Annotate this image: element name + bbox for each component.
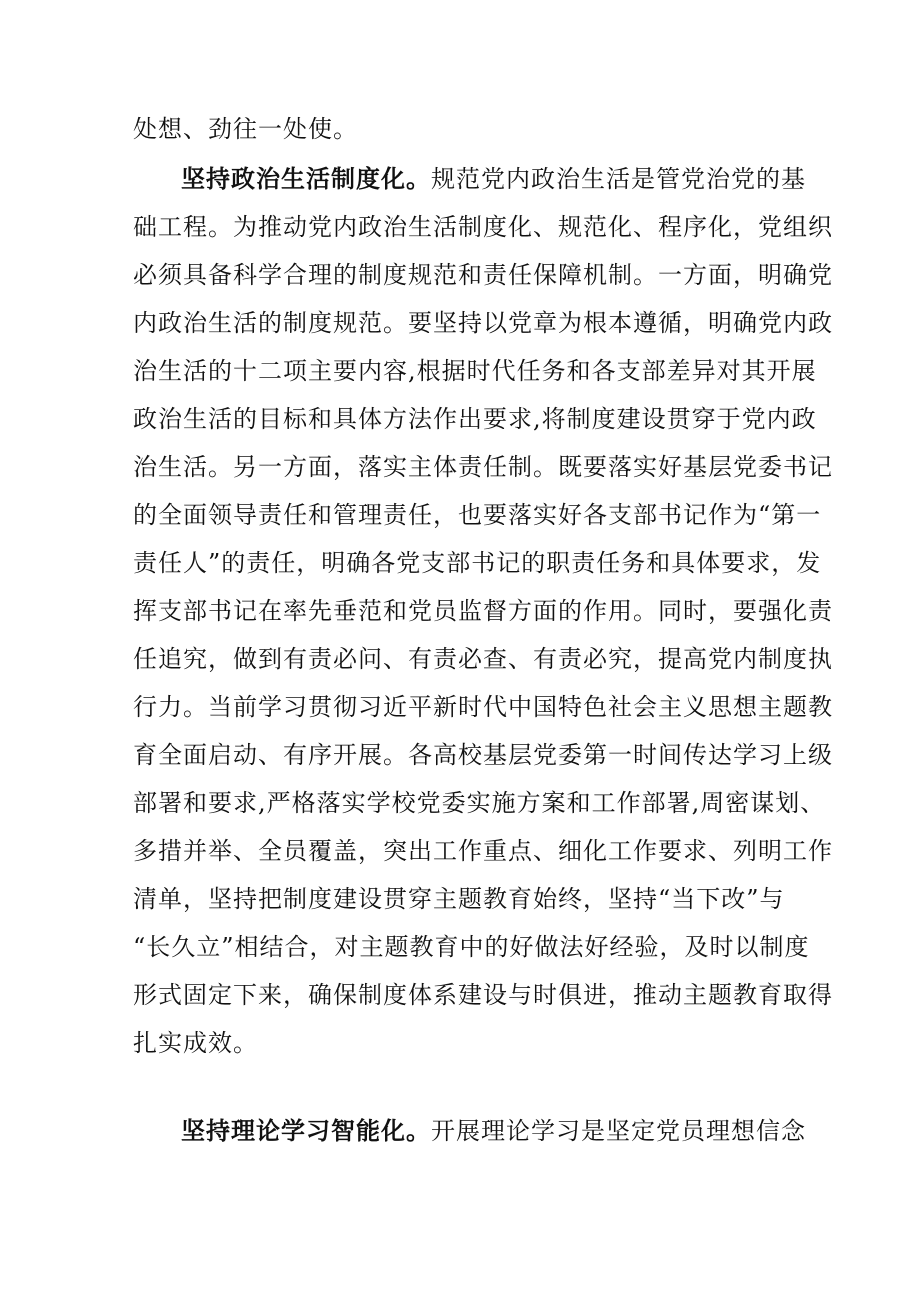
paragraph-line: “长久立”相结合，对主题教育中的好做法好经验，及时以制度 (133, 933, 810, 961)
paragraph-line: 育全面启动、有序开展。各高校基层党委第一时间传达学习上级 (133, 741, 833, 769)
paragraph-line: 挥支部书记在率先垂范和党员监督方面的作用。同时，要强化责 (133, 597, 833, 625)
paragraph-line: 多措并举、全员覆盖，突出工作重点、细化工作要求、列明工作 (133, 837, 833, 865)
paragraph-line: 治生活。另一方面，落实主体责任制。既要落实好基层党委书记 (133, 453, 833, 481)
paragraph-line: 形式固定下来，确保制度体系建设与时俱进，推动主题教育取得 (133, 981, 833, 1009)
paragraph-line: 治生活的十二项主要内容,根据时代任务和各支部差异对其开展 (133, 357, 817, 385)
paragraph-line: 必须具备科学合理的制度规范和责任保障机制。一方面，明确党 (133, 261, 833, 289)
paragraph-text: 开展理论学习是坚定党员理想信念 (431, 1117, 806, 1145)
paragraph-line: 责任人”的责任，明确各党支部书记的职责任务和具体要求，发 (133, 549, 822, 577)
paragraph-line: 任追究，做到有责必问、有责必查、有责必究，提高党内制度执 (133, 645, 833, 673)
paragraph-line: 行力。当前学习贯彻习近平新时代中国特色社会主义思想主题教 (133, 693, 833, 721)
paragraph-line: 础工程。为推动党内政治生活制度化、规范化、程序化，党组织 (133, 213, 833, 241)
paragraph-heading: 坚持理论学习智能化。 (181, 1116, 431, 1145)
paragraph-line: 扎实成效。 (133, 1029, 258, 1057)
paragraph-heading: 坚持政治生活制度化。 (181, 164, 431, 193)
paragraph-text: 规范党内政治生活是管党治党的基 (431, 165, 806, 193)
paragraph-line: 部署和要求,严格落实学校党委实施方案和工作部署,周密谋划、 (133, 789, 826, 817)
paragraph-first-line (181, 1114, 806, 1148)
paragraph-first-line (181, 162, 806, 196)
paragraph-line: 清单，坚持把制度建设贯穿主题教育始终，坚持“当下改”与 (133, 885, 785, 913)
paragraph-line: 政治生活的目标和具体方法作出要求,将制度建设贯穿于党内政 (133, 405, 817, 433)
paragraph-line: 内政治生活的制度规范。要坚持以党章为根本遵循，明确党内政 (133, 309, 833, 337)
paragraph-line: 处想、劲往一处使。 (133, 115, 358, 143)
paragraph-line: 的全面领导责任和管理责任，也要落实好各支部书记作为“第一 (133, 501, 822, 529)
